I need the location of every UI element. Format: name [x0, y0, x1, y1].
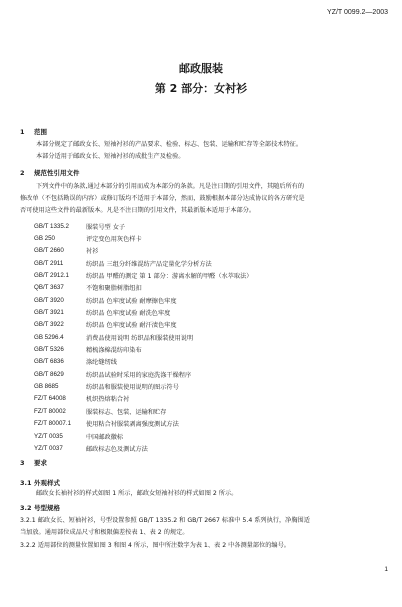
- reference-name: 服装标志、包装、运输和贮存: [86, 408, 167, 416]
- section-3-heading: [20, 458, 47, 467]
- reference-name: 纺织品试验时采用的家庭洗涤干燥程序: [86, 371, 192, 379]
- section-title: 规范性引用文件: [34, 169, 80, 177]
- subsection-3-2-heading: [20, 503, 60, 512]
- reference-code: GB/T 8629: [34, 370, 64, 378]
- reference-name: 纺织品 色牢度试验 耐洗色牢度: [86, 310, 171, 318]
- reference-code: GB/T 5326: [34, 346, 64, 354]
- subsection-title: 号型规格: [34, 504, 60, 512]
- section-1-paragraph-2: 本部分适用于邮政女长、短袖衬衫的成批生产及检验。: [36, 153, 185, 160]
- reference-name: 纺织品 三组分纤维混纺产品定量化学分析方法: [86, 260, 212, 268]
- reference-code: GB/T 6836: [34, 358, 64, 366]
- reference-item: [34, 269, 374, 281]
- reference-code: GB/T 2660: [34, 247, 64, 255]
- document-title: 邮政服装: [179, 62, 223, 75]
- section-title: 范围: [34, 128, 47, 136]
- reference-item: [34, 306, 374, 318]
- reference-name: 邮政标志色及测试方法: [86, 445, 148, 453]
- reference-item: [34, 220, 374, 232]
- reference-code: GB 5296.4: [34, 333, 64, 341]
- reference-item: [34, 418, 374, 430]
- reference-code: QB/T 3637: [34, 284, 64, 292]
- reference-item: [34, 430, 374, 442]
- reference-code: FZ/T 64008: [34, 395, 66, 403]
- reference-code: GB/T 3921: [34, 309, 64, 317]
- reference-name: 涤纶缝纫线: [86, 359, 117, 367]
- reference-item: [34, 282, 374, 294]
- reference-item: [34, 343, 374, 355]
- section-number: 3: [20, 459, 25, 467]
- reference-name: 中国邮政徽标: [86, 433, 124, 441]
- reference-code: FZ/T 80007.1: [34, 420, 72, 428]
- section-2-line-1: 下列文件中的条款,通过本部分的引用而成为本部分的条款。凡是注日期的引用文件，其随后所有的: [36, 183, 305, 190]
- reference-code: GB/T 1335.2: [34, 222, 69, 230]
- clause-3-2-2-line: 3.2.2 适用部位的测量位置如图 3 和图 4 所示，图中所注数字为表 1、表 2 中各测量部位的编号。: [20, 542, 290, 549]
- reference-name: 消费品使用说明 纺织品和服装使用说明: [86, 334, 194, 342]
- reference-item: [34, 393, 374, 405]
- section-number: 1: [20, 128, 25, 136]
- section-1-heading: [20, 127, 47, 136]
- reference-item: [34, 368, 374, 380]
- reference-code: GB 8685: [34, 383, 59, 391]
- reference-code: GB/T 2911: [34, 259, 64, 267]
- reference-name: 机织热熔粘合衬: [86, 396, 130, 404]
- subsection-number: 3.1: [20, 479, 32, 487]
- section-1-paragraph-1: 本部分规定了邮政女长、短袖衬衫的产品要求、检验、标志、包装、运输和贮存等全部技术特征。: [36, 141, 303, 148]
- reference-item: [34, 257, 374, 269]
- reference-item: [34, 405, 374, 417]
- section-number: 2: [20, 169, 25, 177]
- subsection-number: 3.2: [20, 504, 32, 512]
- reference-name: 纺织品 甲醛的测定 第 1 部分：游离水解的甲醛（水萃取法）: [86, 273, 253, 281]
- reference-code: FZ/T 80002: [34, 407, 66, 415]
- reference-item: [34, 442, 374, 454]
- reference-code: GB 250: [34, 235, 55, 243]
- reference-code: YZ/T 0037: [34, 444, 63, 452]
- standard-code: YZ/T 0099.2—2003: [327, 9, 388, 16]
- reference-name: 评定变色用灰色样卡: [86, 236, 142, 244]
- reference-item: [34, 245, 374, 257]
- reference-name: 使用粘合衬服装剥离强度测试方法: [86, 421, 179, 429]
- reference-item: [34, 232, 374, 244]
- subsection-3-1-paragraph: 邮政女长袖衬衫的样式如图 1 所示，邮政女短袖衬衫的样式如图 2 所示。: [36, 490, 238, 497]
- document-subtitle: 第 2 部分：女衬衫: [154, 82, 248, 95]
- section-2-line-3: 否可使用这些文件的最新版本。凡是不注日期的引用文件，其最新版本适用于本部分。: [20, 207, 256, 214]
- reference-name: 纺织品 色牢度试验 耐汗渍色牢度: [86, 322, 177, 330]
- reference-code: GB/T 3922: [34, 321, 64, 329]
- clause-3-2-1-line-2: 当加放。通用部位成品尺寸和极限偏差按表 1、表 2 的规定。: [20, 529, 189, 536]
- reference-item: [34, 380, 374, 392]
- section-title: 要求: [34, 459, 47, 467]
- page-number: 1: [384, 566, 388, 573]
- section-2-line-2: 修改单（不包括勘误的内容）或修订版均不适用于本部分，然而，鼓励根据本部分达成协议的各方研究是: [20, 195, 305, 202]
- reference-name: 精梳涤棉混纺印染布: [86, 347, 142, 355]
- clause-3-2-1-line-1: 3.2.1 邮政女长、短袖衬衫，号型设置参照 GB/T 1335.2 和 GB/T 2667 标准中 5.4 系列执行，净胸围适: [20, 517, 310, 524]
- reference-name: 不饱和聚脂树脂纽扣: [86, 285, 142, 293]
- reference-item: [34, 319, 374, 331]
- subsection-3-1-heading: [20, 478, 60, 487]
- reference-code: GB/T 3920: [34, 296, 64, 304]
- reference-name: 服装号型 女子: [86, 223, 126, 231]
- reference-name: 纺织品 色牢度试验 耐摩擦色牢度: [86, 297, 177, 305]
- section-2-heading: [20, 168, 80, 177]
- reference-item: [34, 356, 374, 368]
- reference-item: [34, 331, 374, 343]
- reference-code: GB/T 2912.1: [34, 272, 69, 280]
- reference-name: 纺织品和服装使用说明的图示符号: [86, 384, 179, 392]
- reference-item: [34, 294, 374, 306]
- reference-code: YZ/T 0035: [34, 432, 63, 440]
- subsection-title: 外观样式: [34, 479, 60, 487]
- reference-name: 衬衫: [86, 248, 99, 256]
- normative-references-list: [34, 220, 374, 455]
